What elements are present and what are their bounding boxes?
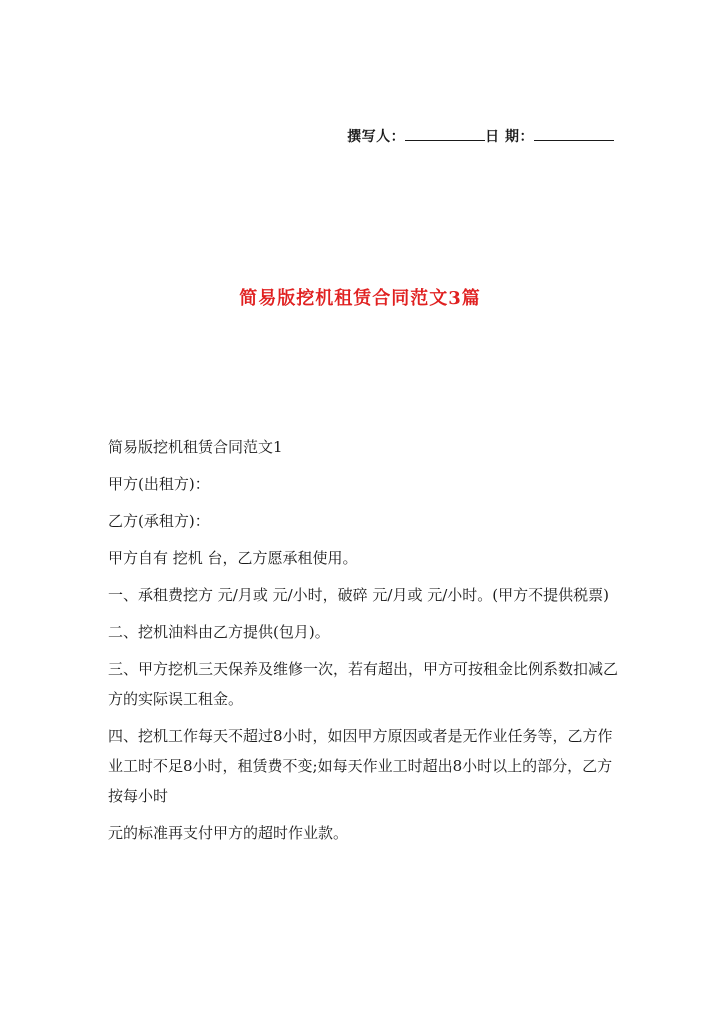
date-blank xyxy=(534,128,614,141)
paragraph-clause-3: 三、甲方挖机三天保养及维修一次，若有超出，甲方可按租金比例系数扣减乙方的实际误工租金。 xyxy=(108,660,619,708)
paragraph-party-a: 甲方(出租方)： xyxy=(108,475,210,493)
paragraph-intro: 甲方自有 挖机 台，乙方愿承租使用。 xyxy=(108,549,358,567)
author-label: 撰写人： xyxy=(347,129,406,145)
paragraph-clause-1: 一、承租费挖方 元/月或 元/小时，破碎 元/月或 元/小时。(甲方不提供税票) xyxy=(108,586,609,604)
author-blank xyxy=(405,128,485,141)
author-date-line xyxy=(347,126,614,146)
date-label: 日 期： xyxy=(485,129,534,145)
paragraph-party-b: 乙方(承租方)： xyxy=(108,512,210,530)
document-title: 简易版挖机租赁合同范文3篇 xyxy=(239,288,481,309)
paragraph-clause-4-cont: 元的标准再支付甲方的超时作业款。 xyxy=(108,824,349,842)
paragraph-clause-4: 四、挖机工作每天不超过8小时，如因甲方原因或者是无作业任务等，乙方作业工时不足8小时，租赁费不变;如每天作业工时超出8小时以上的部分，乙方按每小时 xyxy=(108,727,613,805)
paragraph-subtitle: 简易版挖机租赁合同范文1 xyxy=(108,438,283,456)
paragraph-clause-2: 二、挖机油料由乙方提供(包月)。 xyxy=(108,623,330,641)
document-body xyxy=(108,432,618,855)
